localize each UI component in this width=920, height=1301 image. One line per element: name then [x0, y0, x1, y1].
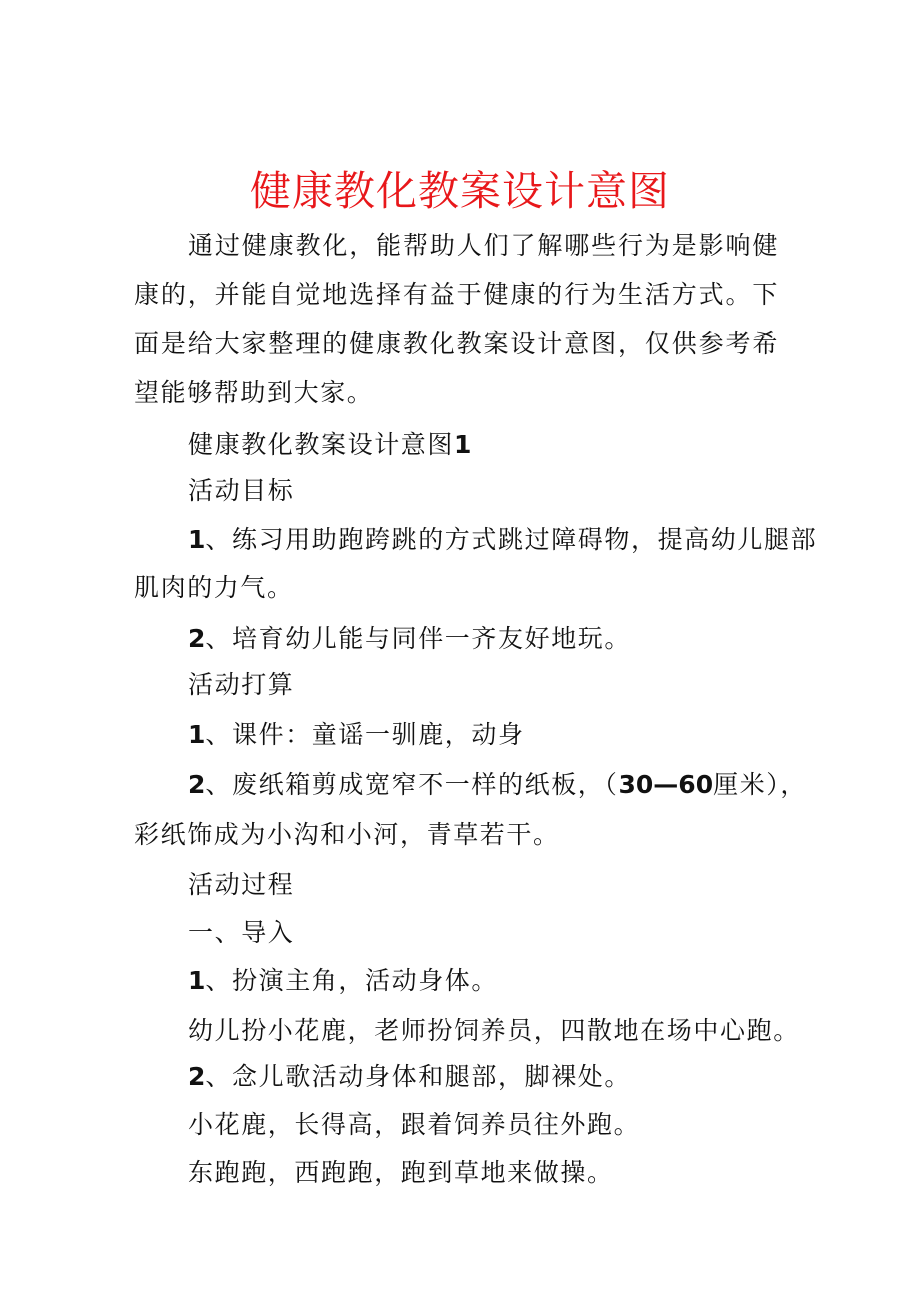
- prep2-number: 2: [188, 770, 206, 799]
- step1-number: 1: [188, 966, 206, 995]
- section1-heading: [188, 425, 471, 461]
- prep1-number: 1: [188, 720, 206, 749]
- part1-heading: 一、导入: [188, 918, 295, 947]
- goal1-line1: [188, 520, 817, 556]
- rhyme-line2: 东跑跑，西跑跑，跑到草地来做操。: [188, 1158, 614, 1187]
- step2-line: [188, 1057, 631, 1093]
- goal1-line2: 肌肉的力气。: [134, 573, 294, 602]
- goal1-text: 、练习用助跑跨跳的方式跳过障碍物，提高幼儿腿部: [205, 525, 818, 554]
- prep2-line1: [188, 765, 807, 801]
- document-title: 健康教化教案设计意图: [250, 167, 670, 215]
- prep2-range: 30—60: [618, 770, 714, 799]
- step1-description: 幼儿扮小花鹿，老师扮饲养员，四散地在场中心跑。: [188, 1016, 800, 1045]
- step2-text: 、念儿歌活动身体和腿部，脚裸处。: [205, 1062, 632, 1091]
- rhyme-line1: 小花鹿，长得高，跟着饲养员往外跑。: [188, 1110, 641, 1139]
- goal2-text: 、培育幼儿能与同伴一齐友好地玩。: [205, 624, 632, 653]
- section1-heading-text: 健康教化教案设计意图: [188, 430, 455, 459]
- process-heading: 活动过程: [188, 870, 295, 899]
- intro-paragraph: 通过健康教化，能帮助人们了解哪些行为是影响健康的，并能自觉地选择有益于健康的行为生活方式。下面是给大家整理的健康教化教案设计意图，仅供参考希望能够帮助到大家。: [134, 231, 779, 407]
- step1-text: 、扮演主角，活动身体。: [205, 966, 499, 995]
- prep-heading: 活动打算: [188, 670, 295, 699]
- prep2-text-a: 、废纸箱剪成宽窄不一样的纸板，（: [205, 770, 619, 799]
- prep2-line2: 彩纸饰成为小沟和小河，青草若干。: [134, 820, 560, 849]
- section1-heading-number: 1: [454, 430, 472, 459]
- goal1-number: 1: [188, 525, 206, 554]
- goal2-line: [188, 619, 631, 655]
- goal2-number: 2: [188, 624, 206, 653]
- prep1-text: 、课件：童谣一驯鹿，动身: [205, 720, 525, 749]
- prep2-text-b: 厘米），: [713, 770, 808, 799]
- step1-line: [188, 961, 498, 997]
- goals-heading: 活动目标: [188, 476, 295, 505]
- prep1-line: [188, 715, 525, 751]
- step2-number: 2: [188, 1062, 206, 1091]
